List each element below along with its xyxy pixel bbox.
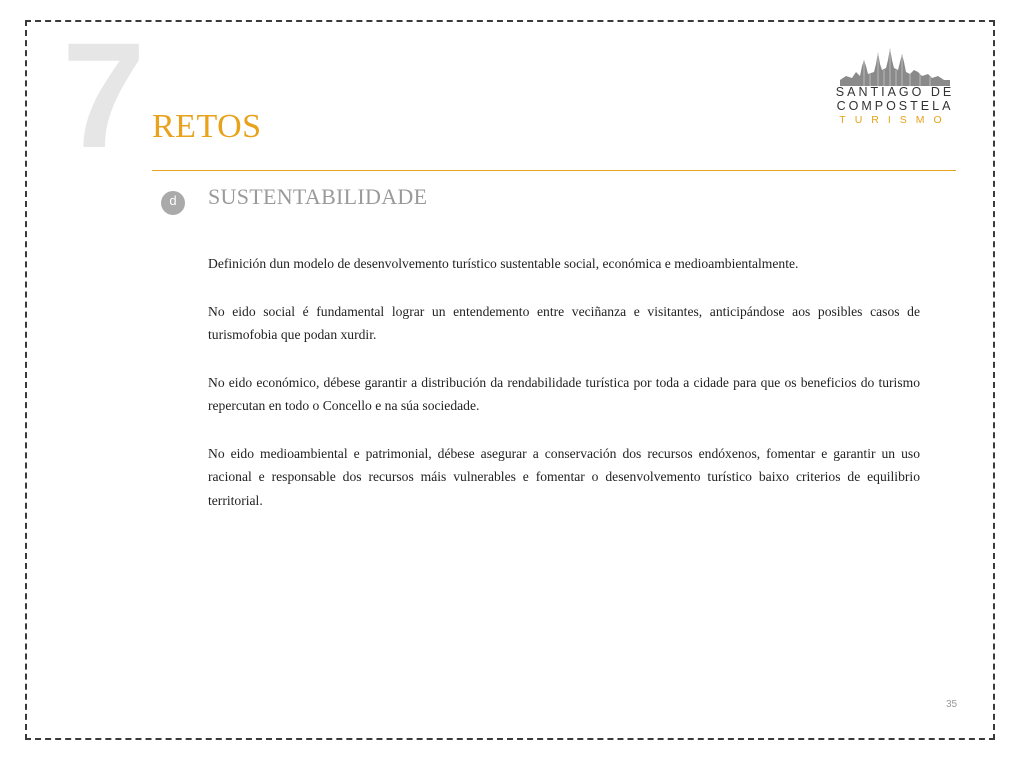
title-divider (152, 170, 956, 171)
page-number: 35 (946, 699, 958, 710)
section-title: RETOS (152, 108, 262, 145)
paragraph-economic: No eido económico, débese garantir a distribución da rendabilidade turística por toda a cidade para que os beneficios do turismo repercutan en todo o Concello e na súa sociedade. (208, 374, 920, 413)
paragraph-definition: Definición dun modelo de desenvolvemento turístico sustentable social, económica e medioambientalmente. (208, 256, 799, 271)
subsection-title: SUSTENTABILIDADE (208, 184, 428, 209)
subsection-badge: d (161, 191, 185, 215)
santiago-turismo-logo (832, 46, 958, 128)
logo-line-1: SANTIAGO DE (835, 85, 955, 99)
section-number: 7 (62, 11, 142, 179)
logo-line-2: COMPOSTELA (836, 99, 954, 113)
cathedral-skyline-icon (840, 46, 950, 86)
body-text (208, 252, 920, 536)
paragraph-environmental: No eido medioambiental e patrimonial, débese asegurar a conservación dos recursos endóxenos, fomentar e garantir un uso racional e responsable dos recursos máis vulnerables e fomentar o desenvolvemento turístico baixo criterios de equilibrio territorial. (208, 445, 920, 508)
paragraph-social: No eido social é fundamental lograr un entendemento entre veciñanza e visitantes, anticipándose aos posibles casos de turismofobia que podan xurdir. (208, 303, 920, 342)
logo-line-3: TURISMO (839, 114, 951, 126)
